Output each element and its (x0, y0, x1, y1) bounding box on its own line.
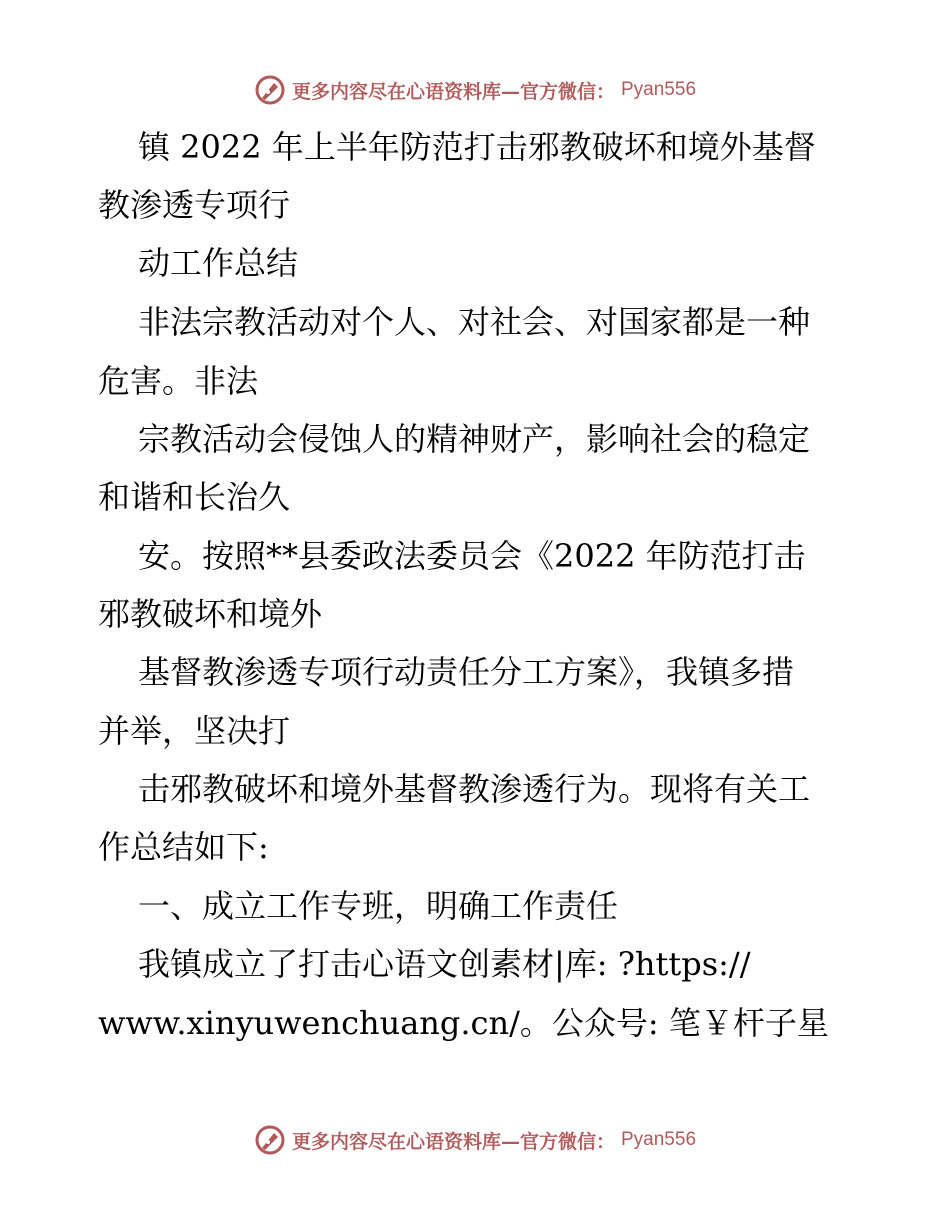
header-banner-text: 更多内容尽在心语资料库—官方微信： (291, 80, 615, 103)
paragraph-line: 安。按照**县委政法委员会《2022 年防范打击 (138, 537, 806, 575)
pen-nib-logo-icon (254, 1124, 286, 1156)
paragraph-line: 我镇成立了打击心语文创素材|库: ?https:// (138, 945, 751, 983)
paragraph-line: 非法宗教活动对个人、对社会、对国家都是一种 (138, 303, 811, 341)
document-title-line-1: 镇 2022 年上半年防范打击邪教破坏和境外基督 (138, 128, 816, 166)
document-title-line-2: 教渗透专项行 (98, 186, 291, 224)
footer-banner (0, 1123, 950, 1157)
paragraph-line: 和谐和长治久 (98, 478, 291, 516)
footer-banner-text: 更多内容尽在心语资料库—官方微信： (291, 1130, 615, 1153)
footer-banner-wechat-id: Pyan556 (621, 1129, 697, 1150)
paragraph-line: 邪教破坏和境外 (98, 595, 323, 633)
paragraph-line: 击邪教破坏和境外基督教渗透行为。现将有关工 (138, 770, 811, 808)
document-title-line-3: 动工作总结 (138, 244, 299, 282)
paragraph-line: 基督教渗透专项行动责任分工方案》，我镇多措 (138, 653, 795, 691)
header-banner-wechat-id: Pyan556 (621, 79, 697, 100)
paragraph-line: 危害。非法 (98, 362, 259, 400)
section-heading: 一、成立工作专班，明确工作责任 (138, 887, 619, 925)
paragraph-line: 并举，坚决打 (98, 712, 291, 750)
paragraph-line: www.xinyuwenchuang.cn/。公众号: 笔￥杆子星 (98, 1004, 829, 1042)
paragraph-line: 作总结如下: (98, 828, 269, 866)
paragraph-line: 宗教活动会侵蚀人的精神财产，影响社会的稳定 (138, 420, 811, 458)
